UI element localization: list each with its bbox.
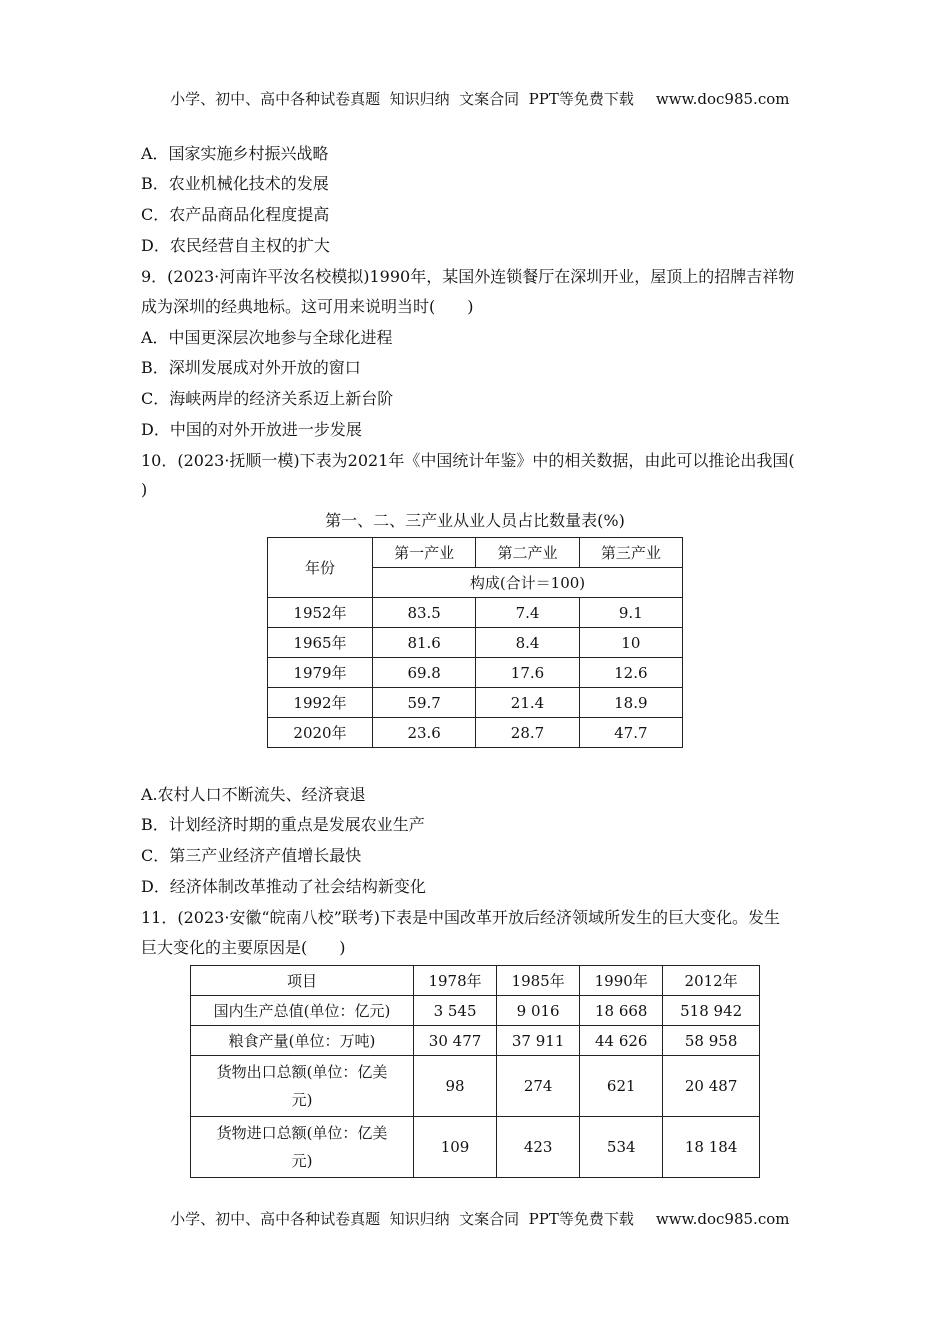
page-header bbox=[0, 70, 950, 109]
row-label-line1: 货物进口总额(单位：亿美 bbox=[216, 1124, 388, 1142]
q9-option-d: D．中国的对外开放进一步发展 bbox=[141, 420, 362, 439]
row-label-line2: 元) bbox=[291, 1091, 313, 1109]
value-cell: 98 bbox=[414, 1056, 497, 1117]
sub-header: 构成(合计＝100) bbox=[373, 568, 683, 598]
year-header: 年份 bbox=[268, 538, 373, 598]
table-row bbox=[191, 1117, 760, 1178]
value-cell: 37 911 bbox=[497, 1026, 580, 1056]
value-cell: 423 bbox=[497, 1117, 580, 1178]
value-cell: 17.6 bbox=[476, 658, 579, 688]
q8-option-c: C．农产品商品化程度提高 bbox=[141, 205, 330, 224]
value-cell: 30 477 bbox=[414, 1026, 497, 1056]
value-cell: 47.7 bbox=[579, 718, 682, 748]
q10-table-title: 第一、二、三产业从业人员占比数量表(%) bbox=[325, 511, 625, 530]
q11-stem-line2: 巨大变化的主要原因是( ) bbox=[141, 938, 346, 957]
q9-stem-line2: 成为深圳的经典地标。这可用来说明当时( ) bbox=[141, 297, 474, 316]
value-cell: 7.4 bbox=[476, 598, 579, 628]
value-cell: 534 bbox=[580, 1117, 663, 1178]
value-cell: 20 487 bbox=[663, 1056, 760, 1117]
page-footer bbox=[0, 1190, 950, 1229]
value-cell: 81.6 bbox=[373, 628, 476, 658]
value-cell: 518 942 bbox=[663, 996, 760, 1026]
col-header: 第二产业 bbox=[476, 538, 579, 568]
value-cell: 83.5 bbox=[373, 598, 476, 628]
q8-option-b: B．农业机械化技术的发展 bbox=[141, 174, 329, 193]
col-header: 项目 bbox=[191, 966, 414, 996]
value-cell: 69.8 bbox=[373, 658, 476, 688]
row-label-line2: 元) bbox=[291, 1152, 313, 1170]
value-cell: 274 bbox=[497, 1056, 580, 1117]
table-row bbox=[268, 598, 683, 628]
q11-stem-line1: 11．(2023·安徽“皖南八校”联考)下表是中国改革开放后经济领域所发生的巨大变化。发生 bbox=[141, 908, 781, 927]
table-row bbox=[268, 658, 683, 688]
header-url[interactable]: www.doc985.com bbox=[655, 90, 790, 108]
q8-option-a: A．国家实施乡村振兴战略 bbox=[141, 144, 329, 163]
table-row bbox=[268, 718, 683, 748]
year-cell: 2020年 bbox=[268, 718, 373, 748]
col-header: 第一产业 bbox=[373, 538, 476, 568]
value-cell: 59.7 bbox=[373, 688, 476, 718]
footer-text: 小学、初中、高中各种试卷真题 知识归纳 文案合同 PPT等免费下载 bbox=[170, 1210, 634, 1228]
row-label: 粮食产量(单位：万吨) bbox=[191, 1026, 414, 1056]
value-cell: 3 545 bbox=[414, 996, 497, 1026]
value-cell: 18.9 bbox=[579, 688, 682, 718]
year-cell: 1979年 bbox=[268, 658, 373, 688]
row-label: 国内生产总值(单位：亿元) bbox=[191, 996, 414, 1026]
row-label bbox=[191, 1117, 414, 1178]
table-row bbox=[191, 996, 760, 1026]
q10-employment-table bbox=[267, 537, 683, 748]
q9-option-a: A．中国更深层次地参与全球化进程 bbox=[141, 328, 393, 347]
col-header: 1985年 bbox=[497, 966, 580, 996]
value-cell: 10 bbox=[579, 628, 682, 658]
table-header-row bbox=[268, 538, 683, 568]
q10-stem-line2: ) bbox=[141, 480, 148, 499]
col-header: 1990年 bbox=[580, 966, 663, 996]
header-text: 小学、初中、高中各种试卷真题 知识归纳 文案合同 PPT等免费下载 bbox=[170, 90, 634, 108]
value-cell: 44 626 bbox=[580, 1026, 663, 1056]
table-row bbox=[191, 1056, 760, 1117]
year-cell: 1965年 bbox=[268, 628, 373, 658]
q10-option-c: C．第三产业经济产值增长最快 bbox=[141, 846, 362, 865]
row-label bbox=[191, 1056, 414, 1117]
value-cell: 109 bbox=[414, 1117, 497, 1178]
value-cell: 12.6 bbox=[579, 658, 682, 688]
value-cell: 18 184 bbox=[663, 1117, 760, 1178]
year-cell: 1952年 bbox=[268, 598, 373, 628]
q10-option-d: D．经济体制改革推动了社会结构新变化 bbox=[141, 877, 426, 896]
q9-stem-line1: 9．(2023·河南许平汝名校模拟)1990年，某国外连锁餐厅在深圳开业，屋顶上的招牌吉祥物 bbox=[141, 267, 795, 286]
q9-option-c: C．海峡两岸的经济关系迈上新台阶 bbox=[141, 389, 394, 408]
value-cell: 9 016 bbox=[497, 996, 580, 1026]
col-header: 1978年 bbox=[414, 966, 497, 996]
table-header-row bbox=[191, 966, 760, 996]
value-cell: 9.1 bbox=[579, 598, 682, 628]
table-row bbox=[191, 1026, 760, 1056]
q10-stem-line1: 10．(2023·抚顺一模)下表为2021年《中国统计年鉴》中的相关数据，由此可以推论出我国( bbox=[141, 451, 795, 470]
value-cell: 18 668 bbox=[580, 996, 663, 1026]
q11-economy-table bbox=[190, 965, 760, 1178]
q8-option-d: D．农民经营自主权的扩大 bbox=[141, 236, 330, 255]
q10-option-b: B．计划经济时期的重点是发展农业生产 bbox=[141, 815, 425, 834]
col-header: 2012年 bbox=[663, 966, 760, 996]
value-cell: 28.7 bbox=[476, 718, 579, 748]
q9-option-b: B．深圳发展成对外开放的窗口 bbox=[141, 358, 361, 377]
value-cell: 21.4 bbox=[476, 688, 579, 718]
row-label-line1: 货物出口总额(单位：亿美 bbox=[216, 1063, 388, 1081]
value-cell: 8.4 bbox=[476, 628, 579, 658]
value-cell: 58 958 bbox=[663, 1026, 760, 1056]
q10-option-a: A.农村人口不断流失、经济衰退 bbox=[141, 785, 366, 804]
value-cell: 23.6 bbox=[373, 718, 476, 748]
value-cell: 621 bbox=[580, 1056, 663, 1117]
col-header: 第三产业 bbox=[579, 538, 682, 568]
table-row bbox=[268, 688, 683, 718]
year-cell: 1992年 bbox=[268, 688, 373, 718]
footer-url[interactable]: www.doc985.com bbox=[655, 1210, 790, 1228]
table-row bbox=[268, 628, 683, 658]
